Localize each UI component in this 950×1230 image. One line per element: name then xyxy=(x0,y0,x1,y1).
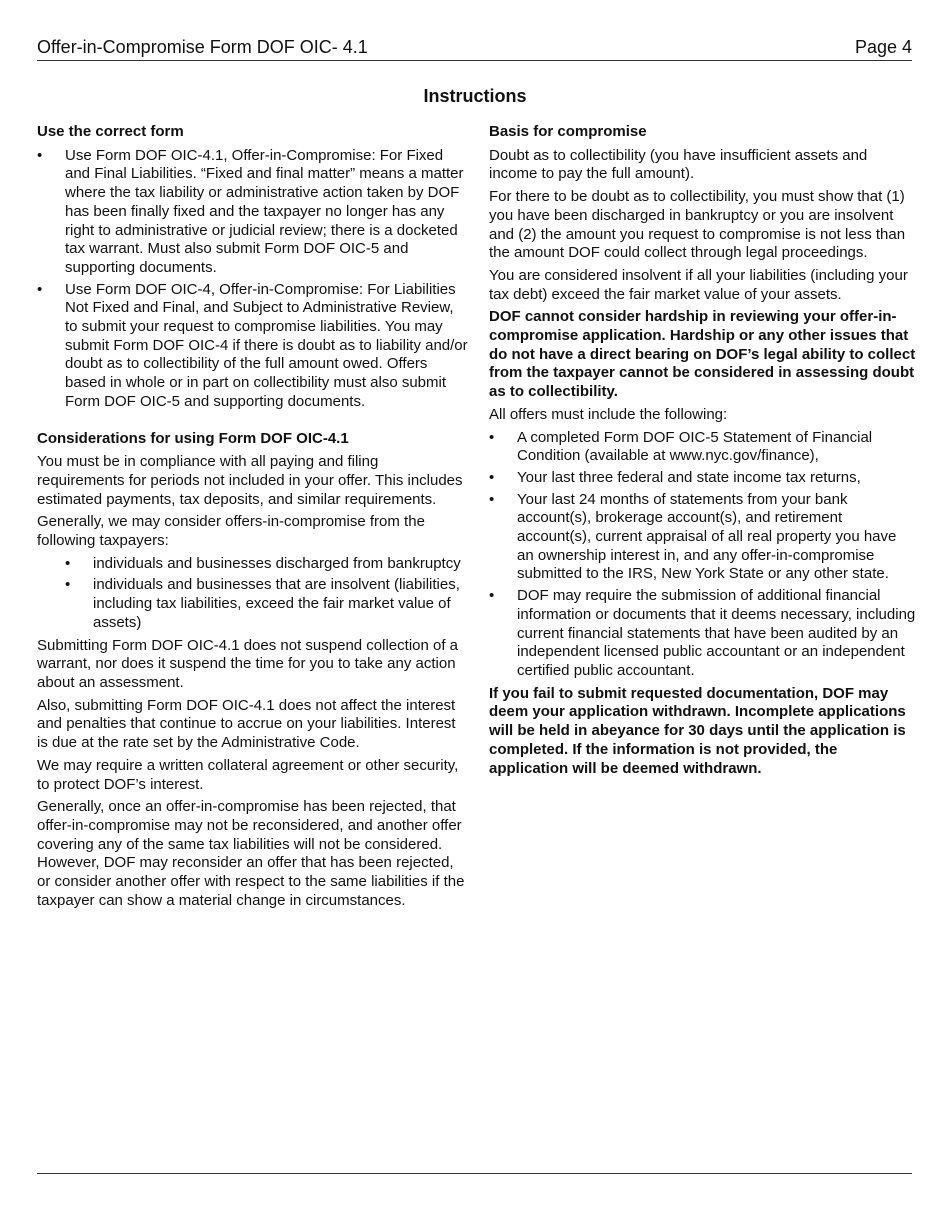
list-item: • individuals and businesses that are insolvent (liabilities, including tax liabilities, exceed the fair market value of assets) xyxy=(37,576,469,632)
paragraph-insolvent: You are considered insolvent if all your liabilities (including your tax debt) exceed the fair market value of your assets. xyxy=(489,266,908,303)
list-item: • DOF may require the submission of additional financial information or documents that it deems necessary, including current financial statements that have been audited by an independent licensed public accountant or an independent certified public accountant. xyxy=(489,587,917,681)
page-title: Instructions xyxy=(423,86,527,106)
section-heading-considerations: Considerations for using Form DOF OIC-4.1 xyxy=(37,429,349,447)
paragraph-doubt: Doubt as to collectibility (you have insufficient assets and income to pay the full amount). xyxy=(489,146,868,183)
list-item: • individuals and businesses discharged from bankruptcy xyxy=(37,555,469,574)
paragraph-collateral: We may require a written collateral agreement or other security, to protect DOF’s interest. xyxy=(37,756,459,793)
page-number: Page 4 xyxy=(854,37,912,57)
paragraph-offers-include: All offers must include the following: xyxy=(489,405,728,423)
paragraph-taxpayers: Generally, we may consider offers-in-compromise from the following taxpayers: xyxy=(37,513,425,550)
left-column xyxy=(37,123,469,914)
paragraph-interest: Also, submitting Form DOF OIC-4.1 does not affect the interest and penalties that continue to accrue on your liabilities. Interest is due at the rate set by the Administrative Code. xyxy=(37,696,456,752)
paragraph-hardship: DOF cannot consider hardship in reviewing your offer-in-compromise application. Hardship or any other issues that do not have a direct bearing on DOF’s legal ability to collect from the taxpayer cannot be considered in assessing doubt as to collectibility. xyxy=(489,308,916,401)
taxpayer-list xyxy=(37,555,469,633)
right-column xyxy=(489,123,917,782)
list-item: • Use Form DOF OIC-4, Offer-in-Compromise: For Liabilities Not Fixed and Final, and Subject to Administrative Review, to submit your request to compromise liabilities. You may submit Form DOF OIC-4 if there is doubt as to liability and/or doubt as to collectibility of the full amount owed. Offers based in whole or in part on collectibility must also submit Form DOF OIC-5 and supporting documents. xyxy=(37,281,469,412)
list-item: • Your last three federal and state income tax returns, xyxy=(489,469,917,488)
list-item: • Use Form DOF OIC-4.1, Offer-in-Compromise: For Fixed and Final Liabilities. “Fixed and final matter” means a matter where the tax liability or administrative action taken by DOF has been finally fixed and the taxpayer no longer has any right to administrative or judicial review; there is a docketed tax warrant. Must also submit Form DOF OIC-5 and supporting documents. xyxy=(37,147,469,278)
requirements-list xyxy=(489,429,917,681)
paragraph-withdrawn: If you fail to submit requested documentation, DOF may deem your application withdrawn. Incomplete applications will be held in abeyance for 30 days until the application is completed. If the information is not provided, the application will be deemed withdrawn. xyxy=(489,684,906,777)
paragraph-doubt-detail: For there to be doubt as to collectibility, you must show that (1) you have been discharged in bankruptcy or you are insolvent and (2) the amount you request to compromise is not less than the amount DOF could collect through legal proceedings. xyxy=(489,188,906,262)
paragraph-compliance: You must be in compliance with all paying and filing requirements for periods not included in your offer. This includes estimated payments, tax deposits, and similar requirements. xyxy=(37,453,463,508)
correct-form-list xyxy=(37,147,469,412)
section-heading-basis: Basis for compromise xyxy=(489,123,647,140)
list-item: • Your last 24 months of statements from your bank account(s), brokerage account(s), and retirement account(s), current appraisal of all real property you have an ownership interest in, and any offer-in-compromise submitted to the IRS, New York State or any other state. xyxy=(489,491,917,585)
footer-divider xyxy=(37,1173,912,1174)
form-title: Offer-in-Compromise Form DOF OIC- 4.1 xyxy=(37,37,368,57)
paragraph-rejected: Generally, once an offer-in-compromise has been rejected, that offer-in-compromise may not be reconsidered, and another offer covering any of the same tax liabilities will not be considered. However, DOF may reconsider an offer that has been rejected, or consider another offer with respect to the same liabilities if the taxpayer can show a material change in circumstances. xyxy=(37,798,465,909)
paragraph-suspend: Submitting Form DOF OIC-4.1 does not suspend collection of a warrant, nor does it suspend the time for you to take any action about an assessment. xyxy=(37,636,459,691)
section-heading-correct-form: Use the correct form xyxy=(37,123,184,140)
list-item: • A completed Form DOF OIC-5 Statement of Financial Condition (available at www.nyc.gov/finance), xyxy=(489,429,917,466)
page-header xyxy=(37,36,912,61)
